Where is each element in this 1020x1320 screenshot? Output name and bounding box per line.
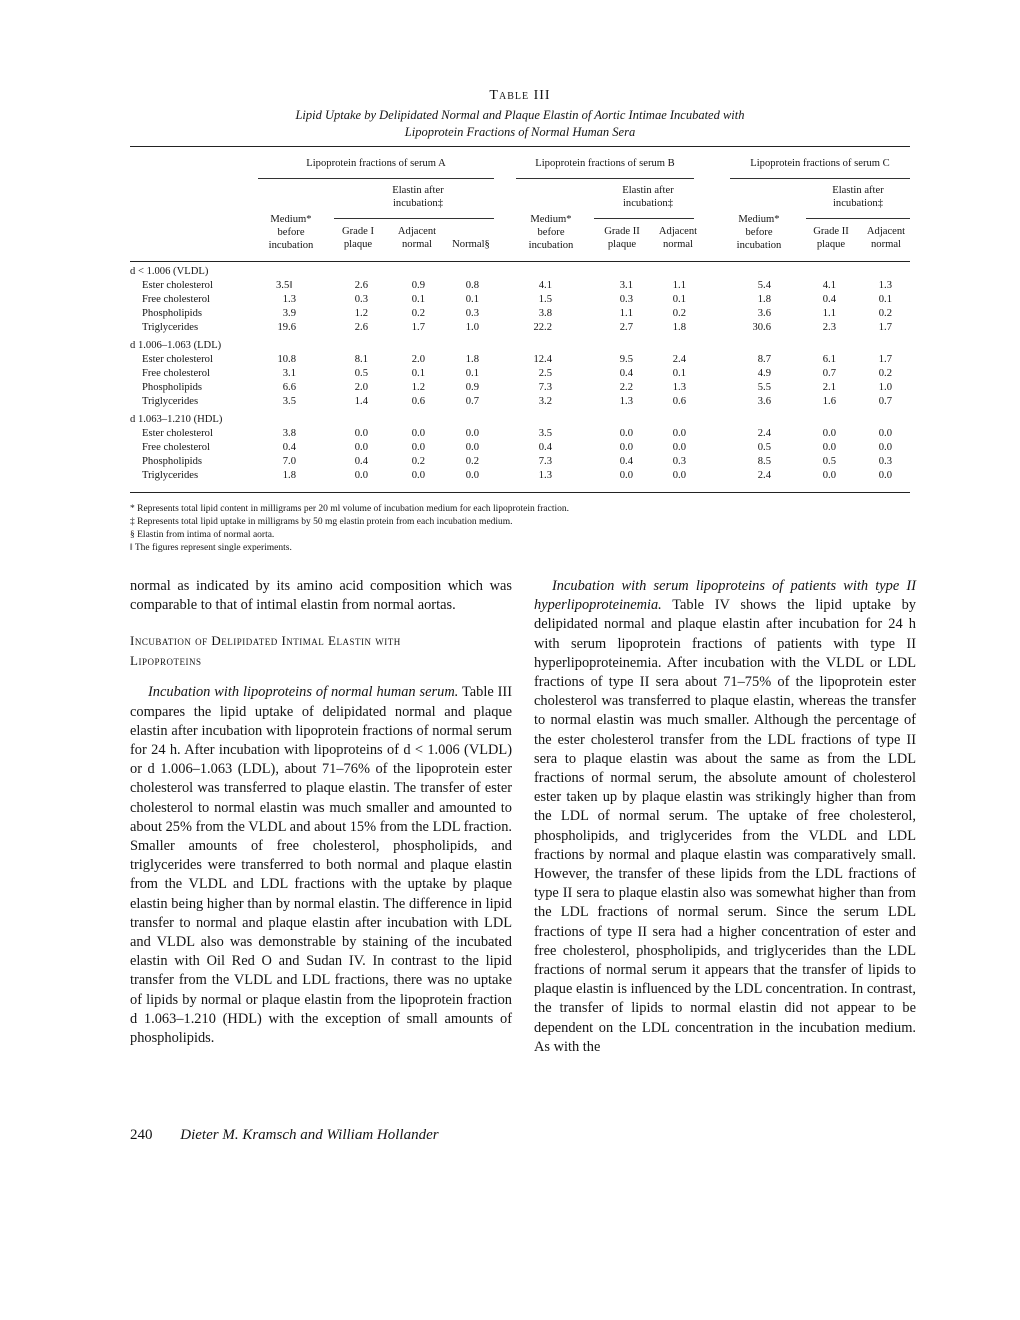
table-cell: 0.8: [465, 280, 479, 291]
medium-header: Medium* before incubation: [528, 214, 574, 251]
table-cell: 0.0: [465, 428, 479, 439]
table-cell: 0.4: [822, 294, 836, 305]
table-cell: 0.0: [354, 428, 368, 439]
table-cell: 2.1: [822, 382, 836, 393]
table-cell: 3.6: [757, 308, 771, 319]
table-cell: 0.0: [672, 428, 686, 439]
table-row-label: Triglycerides: [142, 396, 199, 407]
table-cell: 0.3: [878, 456, 892, 467]
table-cell: 3.5: [282, 396, 296, 407]
table-cell: 0.1: [878, 294, 892, 305]
table-cell: 1.2: [354, 308, 368, 319]
paragraph-text: Table IV shows the lipid uptake by delipidated normal and plaque elastin after incubation for 24 h with serum lipoprotein fractions of patients with type II hyperlipoproteinemia. After incubation with the VLDL or LDL fractions of type II sera about 71–75% of the lipoprotein ester cholesterol was transferred to plaque elastin, whereas the transfer to normal elastin was much smaller. Although the percentage of the ester cholesterol transfer from the LDL fractions of type II sera to plaque elastin was about the same as from the LDL fractions of normal serum, the absolute amount of cholesterol ester taken up by plaque elastin was strikingly higher than from the LDL of normal serum. The uptake of free cholesterol, phospholipids, and triglycerides from the VLDL and LDL fractions by normal and plaque elastin was comparatively small. However, the transfer of these lipids from the LDL fractions of type II sera to plaque elastin also was somewhat higher than from the LDL fractions of normal serum. Since the serum LDL fractions of type II sera had a higher concentration of ester and free cholesterol, phospholipids, and triglycerides than the LDL fractions of normal serum it appears that the transfer of lipids to plaque elastin is influenced by the LDL concentration. In contrast, the transfer of lipids to normal elastin did not appear to be dependent on the LDL concentration in the incubation medium. As with the: [534, 597, 917, 1055]
table-cell: 0.0: [619, 428, 633, 439]
table-cell: 2.6: [354, 322, 368, 333]
table-cell: 0.3: [619, 294, 633, 305]
table-cell: 0.0: [822, 428, 836, 439]
group-c-rule: [730, 178, 910, 179]
table-cell: 0.0: [878, 470, 892, 481]
footnote: ‡ Represents total lipid uptake in milligrams by 50 mg elastin protein from each incubation medium.: [130, 517, 513, 527]
footnote: ‖ The figures represent single experiments.: [130, 543, 292, 553]
table-cell: 0.1: [672, 294, 686, 305]
table-cell: 0.7: [465, 396, 479, 407]
table-cell: 0.1: [411, 368, 425, 379]
table-cell: 4.9: [757, 368, 771, 379]
table-cell: 0.0: [411, 470, 425, 481]
table-cell: 0.7: [822, 368, 836, 379]
table-cell: 8.5: [757, 456, 771, 467]
table-cell: 7.3: [538, 382, 552, 393]
table-cell: 0.4: [538, 442, 552, 453]
section-heading-line1: Incubation of Delipidated Intimal Elastin with: [130, 633, 401, 649]
column-group-header: Lipoprotein fractions of serum B: [535, 158, 675, 169]
table-cell: 0.1: [465, 294, 479, 305]
table-cell: 10.8: [277, 354, 296, 365]
table-cell: 0.4: [619, 456, 633, 467]
paragraph-run-in-title: Incubation with lipoproteins of normal human serum.: [148, 684, 459, 701]
table-cell: 3.6: [757, 396, 771, 407]
table-cell: 0.1: [411, 294, 425, 305]
table-title: Table III: [489, 88, 551, 103]
table-row-label: Phospholipids: [142, 382, 203, 393]
group-a-elastin-rule: [334, 218, 494, 219]
table-cell: 0.0: [822, 470, 836, 481]
group-b-rule: [516, 178, 694, 179]
adjacent-normal-header: Adjacent normal: [658, 226, 698, 250]
table-cell: 0.2: [878, 368, 892, 379]
table-cell: 0.3: [672, 456, 686, 467]
table-cell: 0.4: [354, 456, 368, 467]
table-cell: 0.6: [411, 396, 425, 407]
table-footnotes: [130, 503, 910, 555]
group-b-elastin-rule: [594, 218, 694, 219]
table-cell: 2.4: [757, 470, 771, 481]
table-cell: 4.1: [822, 280, 836, 291]
table-cell: 0.5: [354, 368, 368, 379]
table-cell: 0.4: [282, 442, 296, 453]
column-group-header: Lipoprotein fractions of serum C: [750, 158, 890, 169]
table-cell: 0.9: [465, 382, 479, 393]
footer-authors: Dieter M. Kramsch and William Hollander: [180, 1127, 439, 1143]
table-cell: 0.1: [465, 368, 479, 379]
table-cell: 2.6: [354, 280, 368, 291]
left-paragraph: [130, 683, 512, 1048]
table-top-rule: [130, 146, 910, 147]
table-cell: 1.8: [757, 294, 771, 305]
page-number: 240: [130, 1127, 153, 1143]
table-cell: 6.6: [282, 382, 296, 393]
elastin-header: Elastin after incubation‡: [392, 185, 444, 209]
table-bottom-rule: [130, 492, 910, 493]
left-column: [130, 577, 512, 1048]
table-cell: 2.4: [672, 354, 686, 365]
table-cell: 2.4: [757, 428, 771, 439]
table-row-label: Ester cholesterol: [142, 280, 213, 291]
table-cell: 8.1: [354, 354, 368, 365]
table-cell: 5.5: [757, 382, 771, 393]
table-cell: 0.3: [465, 308, 479, 319]
table-cell: 3.1: [619, 280, 633, 291]
table-cell: 8.7: [757, 354, 771, 365]
group-c-elastin-rule: [806, 218, 910, 219]
table-cell: 0.0: [878, 442, 892, 453]
table-section-label: d 1.006–1.063 (LDL): [130, 340, 222, 351]
footnote: * Represents total lipid content in milligrams per 20 ml volume of incubation medium for each lipoprotein fraction.: [130, 504, 570, 514]
medium-header: Medium* before incubation: [268, 214, 314, 251]
table-cell: 0.4: [619, 368, 633, 379]
table-cell: 0.0: [822, 442, 836, 453]
table-row-label: Triglycerides: [142, 470, 199, 481]
table-cell: 9.5: [619, 354, 633, 365]
table-cell: 1.1: [822, 308, 836, 319]
table-cell: 4.1: [538, 280, 552, 291]
table-cell: 1.3: [538, 470, 552, 481]
table-cell: 1.5: [538, 294, 552, 305]
table-cell: 7.3: [538, 456, 552, 467]
table-subtitle: [130, 107, 910, 141]
grade-i-header: Grade I plaque: [341, 226, 375, 250]
normal-header: Normal§: [452, 239, 490, 250]
table-cell: 0.5: [757, 442, 771, 453]
table-cell: 2.0: [411, 354, 425, 365]
medium-header: Medium* before incubation: [736, 214, 782, 251]
table-cell: 0.0: [354, 470, 368, 481]
table-subtitle-line1: Lipid Uptake by Delipidated Normal and Plaque Elastin of Aortic Intimae Incubated with: [295, 108, 745, 122]
table-cell: 1.3: [878, 280, 892, 291]
table-cell: 0.9: [411, 280, 425, 291]
table-cell: 1.3: [672, 382, 686, 393]
table-subtitle-line2: Lipoprotein Fractions of Normal Human Sera: [404, 125, 636, 139]
table-section-label: d < 1.006 (VLDL): [130, 266, 209, 277]
grade-ii-header: Grade II plaque: [813, 226, 849, 250]
table-row-label: Ester cholesterol: [142, 354, 213, 365]
table-cell: 0.0: [411, 428, 425, 439]
table-cell: 0.2: [878, 308, 892, 319]
table-cell: 1.8: [465, 354, 479, 365]
table-cell: 3.8: [282, 428, 296, 439]
table-cell: 19.6: [277, 322, 296, 333]
table-cell: 0.5: [822, 456, 836, 467]
table-cell: 0.0: [411, 442, 425, 453]
table-cell: 0.2: [411, 308, 425, 319]
table-cell: 1.8: [282, 470, 296, 481]
section-heading: [130, 631, 512, 671]
table-cell: 1.3: [619, 396, 633, 407]
elastin-header: Elastin after incubation‡: [622, 185, 674, 209]
table-cell: 5.4: [757, 280, 771, 291]
right-paragraph: [534, 577, 916, 1057]
table-cell: 1.7: [411, 322, 425, 333]
table-cell: 0.0: [672, 442, 686, 453]
table-cell: 1.7: [878, 354, 892, 365]
table-cell: 1.1: [672, 280, 686, 291]
table-cell: 0.0: [672, 470, 686, 481]
table-cell: 1.8: [672, 322, 686, 333]
adjacent-normal-header: Adjacent normal: [397, 226, 437, 250]
footnote: § Elastin from intima of normal aorta.: [130, 530, 275, 540]
table-cell: 0.2: [465, 456, 479, 467]
right-column: [534, 577, 916, 1057]
table-section-label: d 1.063–1.210 (HDL): [130, 414, 223, 425]
table-cell: 6.1: [822, 354, 836, 365]
table-cell: 2.7: [619, 322, 633, 333]
table-cell: 1.6: [822, 396, 836, 407]
table-cell: 0.0: [619, 470, 633, 481]
page-footer: [130, 1127, 439, 1144]
paragraph-run-in-title: Incubation with serum lipoproteins of patients with type II hyperlipoproteinemia.: [534, 578, 916, 614]
table-cell: 7.0: [282, 456, 296, 467]
table-row-label: Triglycerides: [142, 322, 199, 333]
table-row-label: Phospholipids: [142, 456, 203, 467]
grade-ii-header: Grade II plaque: [604, 226, 640, 250]
table-row-label: Free cholesterol: [142, 442, 210, 453]
table-cell: 0.0: [465, 442, 479, 453]
section-heading-line2: Lipoproteins: [130, 653, 202, 669]
table-cell: 0.2: [672, 308, 686, 319]
table-cell: 0.2: [411, 456, 425, 467]
table-cell: 0.6: [672, 396, 686, 407]
table-row-label: Ester cholesterol: [142, 428, 213, 439]
table-cell: 3.9: [282, 308, 296, 319]
column-group-header: Lipoprotein fractions of serum A: [306, 158, 446, 169]
adjacent-normal-header: Adjacent normal: [866, 226, 906, 250]
table-cell: 12.4: [533, 354, 552, 365]
left-intro-paragraph: normal as indicated by its amino acid composition which was comparable to that of intimal elastin from normal aortas.: [130, 578, 512, 614]
table-cell: 3.1: [282, 368, 296, 379]
paragraph-text: Table III compares the lipid uptake of delipidated normal and plaque elastin after incubation with lipoprotein fractions of normal serum for 24 h. After incubation with lipoproteins of d < 1.006 (VLDL) or d 1.006–1.063 (LDL), about 71–76% of the lipoprotein ester cholesterol was transferred to plaque elastin. The transfer of ester cholesterol to normal elastin was much smaller and amounted to about 25% from the VLDL and about 15% from the LDL fraction. Smaller amounts of free cholesterol, phospholipids, and triglycerides were transferred to both normal and plaque elastin from the VLDL and LDL fractions with the uptake by plaque elastin being higher than by normal elastin. The difference in lipid transfer to normal and plaque elastin after incubation with LDL and VLDL also was demonstrable by staining of the incubated elastin with Oil Red O and Sudan IV. In contrast to the lipid transfer from the VLDL and LDL fractions, there was no uptake of lipids by normal or plaque elastin from the lipoprotein fraction d 1.063–1.210 (HDL) with the exception of small amounts of phospholipids.: [130, 684, 513, 1047]
table-cell: 30.6: [752, 322, 771, 333]
table-cell: 1.4: [354, 396, 368, 407]
table-cell: 0.0: [354, 442, 368, 453]
elastin-header: Elastin after incubation‡: [832, 185, 884, 209]
table-cell: 1.1: [619, 308, 633, 319]
table-cell: 0.0: [878, 428, 892, 439]
table-cell: 2.5: [538, 368, 552, 379]
group-a-rule: [258, 178, 494, 179]
table-cell: 2.2: [619, 382, 633, 393]
table-cell: 3.2: [538, 396, 552, 407]
table-header-rule: [130, 261, 910, 262]
table-cell: 1.0: [878, 382, 892, 393]
table-cell: 22.2: [533, 322, 552, 333]
table-cell: 2.0: [354, 382, 368, 393]
table-cell: 1.2: [411, 382, 425, 393]
table-cell: 0.0: [619, 442, 633, 453]
table-cell: 0.7: [878, 396, 892, 407]
table-cell: 3.5: [538, 428, 552, 439]
table-row-label: Free cholesterol: [142, 294, 210, 305]
table-cell: 0.0: [465, 470, 479, 481]
table-cell: 0.3: [354, 294, 368, 305]
table-cell: 3.5‖: [276, 280, 293, 291]
table-cell: 1.7: [878, 322, 892, 333]
table-cell: 2.3: [822, 322, 836, 333]
table-cell: 3.8: [538, 308, 552, 319]
table-row-label: Free cholesterol: [142, 368, 210, 379]
table-cell: 1.0: [465, 322, 479, 333]
table-cell: 1.3: [282, 294, 296, 305]
table-row-label: Phospholipids: [142, 308, 203, 319]
table-cell: 0.1: [672, 368, 686, 379]
